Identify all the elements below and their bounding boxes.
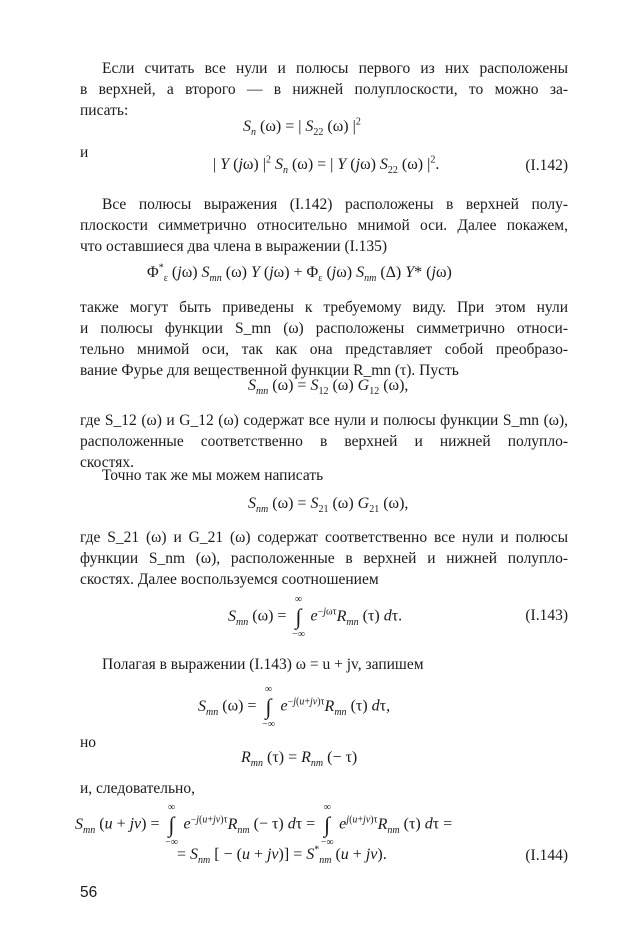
- text-line: Полагая в выражении (I.143) ω = u + jv, запишем: [102, 656, 424, 673]
- equation-number-1144: (I.144): [525, 847, 568, 864]
- text-line: где S_21 (ω) и G_21 (ω) содержат соответственно все нули и полюсы: [80, 529, 568, 546]
- equation-number-1142: (I.142): [525, 157, 568, 174]
- integral-sign: ∞ ∫ −∞: [262, 684, 275, 730]
- text-line: также могут быть приведены к требуемому виду. При этом нули: [80, 299, 568, 316]
- paragraph-2: [80, 194, 568, 257]
- integral-sign: ∞ ∫ −∞: [292, 594, 305, 640]
- text-line: вание Фурье для вещественной функции R_mn (τ). Пусть: [80, 362, 459, 379]
- equation-1143: $S_{mn}$ (ω) = ∞ ∫ −∞ $e^{-j\omega\tau}R_{mn}$ (τ) dτ.: [228, 594, 403, 640]
- integral-sign: ∞ ∫ −∞: [320, 802, 334, 848]
- paragraph-1: [80, 58, 568, 121]
- equation-number-1143: (I.143): [525, 607, 568, 624]
- text-line: что оставшиеся два члена в выражении (I.135): [80, 238, 388, 255]
- text-line: писать:: [80, 102, 129, 119]
- text-line: где S_12 (ω) и G_12 (ω) содержат все нули и полюсы функции S_mn (ω),: [80, 412, 568, 429]
- equation-rmn: $R_{mn}$ $(\tau) = R_{nm}$ (− τ): [241, 749, 358, 770]
- paragraph-6: [80, 527, 568, 590]
- equation-1144-line2: = $S_{nm}$ [ − $(u + jv)] = S^*_{nm}$ (u + jv).: [177, 844, 387, 867]
- equation-1142: | Y (jω) $|^2$ $S_n$ (ω) = | Y (jω) $S_{22}$ (ω) $|^2$.: [213, 154, 440, 177]
- integral-sign: ∞ ∫ −∞: [165, 802, 178, 848]
- text-line: функции S_nm (ω), расположенные в верхней и нижней полупло-: [80, 550, 568, 567]
- text-line: плоскости симметрично относительно мнимой оси. Далее покажем,: [80, 217, 568, 234]
- paragraph-4: [80, 410, 568, 473]
- equation-terms: $\Phi^*_\varepsilon$ (jω) $S_{mn}$ (ω) Y $(j\omega) + \Phi_\varepsilon$ (jω) $S_{nm}$ (Δ) Y* (jω): [147, 262, 452, 285]
- equation-fourier-uv: $S_{mn}$ (ω) = ∞ ∫ −∞ $e^{-j(u+jv)\tau}R_{mn}$ (τ) dτ,: [198, 684, 391, 730]
- equation-smn: $S_{mn}$ $(\omega) = S_{12}$ (ω) $G_{12}$ (ω),: [248, 377, 409, 398]
- text-line: Все полюсы выражения (I.142) расположены в верхней полу-: [102, 196, 568, 213]
- page-number: 56: [80, 884, 98, 901]
- text-line: и полюсы функции S_mn (ω) расположены симметрично относи-: [80, 320, 568, 337]
- text-line: Точно так же мы можем написать: [102, 467, 324, 484]
- equation-1144-line1: $S_{mn}$ (u + jv) = ∞ ∫ −∞ $e^{-j(u+jv)\tau}R_{nm}$ (− τ) dτ = ∞ ∫ −∞ $e^{j(u+jv)\tau}R_{nm}$ (τ) dτ =: [75, 802, 453, 848]
- text-line: расположенные соответственно в верхней и нижней полупло-: [80, 433, 568, 450]
- equation-snm: $S_{nm}$ $(\omega) = S_{21}$ (ω) $G_{21}$ (ω),: [248, 495, 409, 516]
- text-line: скостях. Далее воспользуемся соотношением: [80, 571, 379, 588]
- paragraph-7: [80, 654, 568, 675]
- text-line: Если считать все нули и полюсы первого из них расположены: [102, 60, 568, 77]
- connector-phrase: и, следовательно,: [80, 780, 195, 797]
- connector-word-no: но: [80, 734, 97, 751]
- paragraph-5: [80, 465, 568, 486]
- text-line: скостях.: [80, 454, 134, 471]
- paragraph-3: [80, 297, 568, 381]
- equation-sn: $S_n$ (ω) = | $S_{22}$ (ω) $|^2$: [243, 116, 361, 139]
- text-line: в верхней, а второго — в нижней полуплоскости, то можно за-: [80, 81, 568, 98]
- text-line: тельно мнимой оси, так как она представляет собой преобразо-: [80, 341, 568, 358]
- connector-word-i: и: [80, 144, 89, 161]
